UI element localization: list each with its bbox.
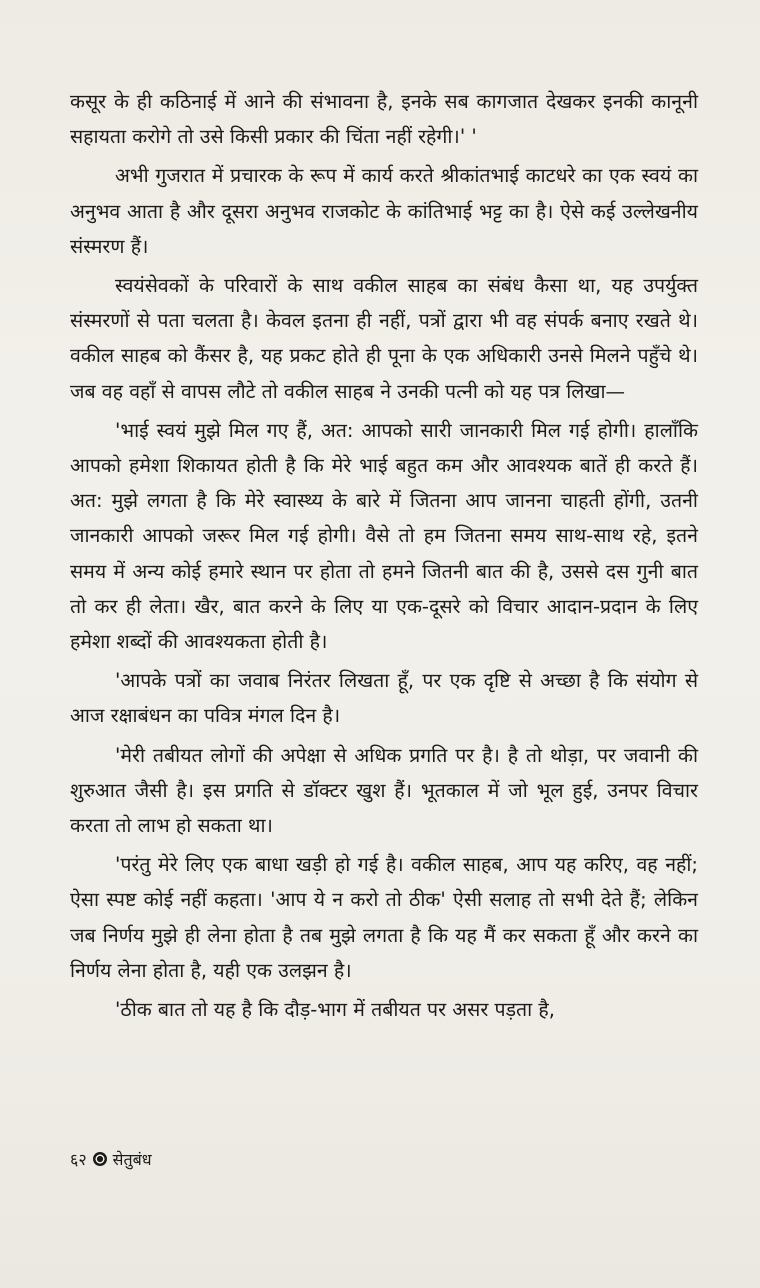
page-footer <box>70 1148 152 1170</box>
paragraph-continuation: कसूर के ही कठिनाई में आने की संभावना है, इनके सब कागजात देखकर इनकी कानूनी सहायता करोगे तो उसे किसी प्रकार की चिंता नहीं रहेगी।' ' <box>70 90 698 149</box>
book-title: सेतुबंध <box>112 1150 152 1169</box>
page-number: ६२ <box>70 1150 87 1169</box>
paragraph-letter: 'मेरी तबीयत लोगों की अपेक्षा से अधिक प्रगति पर है। है तो थोड़ा, पर जवानी की शुरुआत जैसी है। इस प्रगति से डॉक्टर खुश हैं। भूतकाल में जो भूल हुई, उनपर विचार करता तो लाभ हो सकता था। <box>70 743 698 838</box>
ornament-icon <box>93 1152 107 1166</box>
page-body-text <box>70 84 698 1031</box>
paragraph-letter: 'ठीक बात तो यह है कि दौड़-भाग में तबीयत पर असर पड़ता है, <box>115 998 555 1022</box>
paragraph: अभी गुजरात में प्रचारक के रूप में कार्य करते श्रीकांतभाई काटधरे का एक स्वयं का अनुभव आता है और दूसरा अनुभव राजकोट के कांतिभाई भट्ट का है। ऐसे कई उल्लेखनीय संस्मरण हैं। <box>70 164 698 258</box>
paragraph-letter: 'परंतु मेरे लिए एक बाधा खड़ी हो गई है। वकील साहब, आप यह करिए, वह नहीं; ऐसा स्पष्ट कोई नहीं कहता। 'आप ये न करो तो ठीक' ऐसी सलाह तो सभी देते हैं; लेकिन जब निर्णय मुझे ही लेना होता है तब मुझे लगता है कि यह मैं कर सकता हूँ और करने का निर्णय लेना होता है, यही एक उलझन है। <box>70 853 698 982</box>
paragraph-letter: 'आपके पत्रों का जवाब निरंतर लिखता हूँ, पर एक दृष्टि से अच्छा है कि संयोग से आज रक्षाबंधन का पवित्र मंगल दिन है। <box>70 669 698 728</box>
paragraph: स्वयंसेवकों के परिवारों के साथ वकील साहब का संबंध कैसा था, यह उपर्युक्त संस्मरणों से पता चलता है। केवल इतना ही नहीं, पत्रों द्वारा भी वह संपर्क बनाए रखते थे। वकील साहब को कैंसर है, यह प्रकट होते ही पूना के एक अधिकारी उनसे मिलने पहुँचे थे। जब वह वहाँ से वापस लौटे तो वकील साहब ने उनकी पत्नी को यह पत्र लिखा— <box>70 274 698 403</box>
paragraph-letter: 'भाई स्वयं मुझे मिल गए हैं, अत: आपको सारी जानकारी मिल गई होगी। हालाँकि आपको हमेशा शिकायत होती है कि मेरे भाई बहुत कम और आवश्यक बातें ही करते हैं। अत: मुझे लगता है कि मेरे स्वास्थ्य के बारे में जितना आप जानना चाहती होंगी, उतनी जानकारी आपको जरूर मिल गई होगी। वैसे तो हम जितना समय साथ-साथ रहे, इतने समय में अन्य कोई हमारे स्थान पर होता तो हमने जितनी बात की है, उससे दस गुनी बात तो कर ही लेता। खैर, बात करने के लिए या एक-दूसरे को विचार आदान-प्रदान के लिए हमेशा शब्दों की आवश्यकता होती है। <box>70 418 698 654</box>
